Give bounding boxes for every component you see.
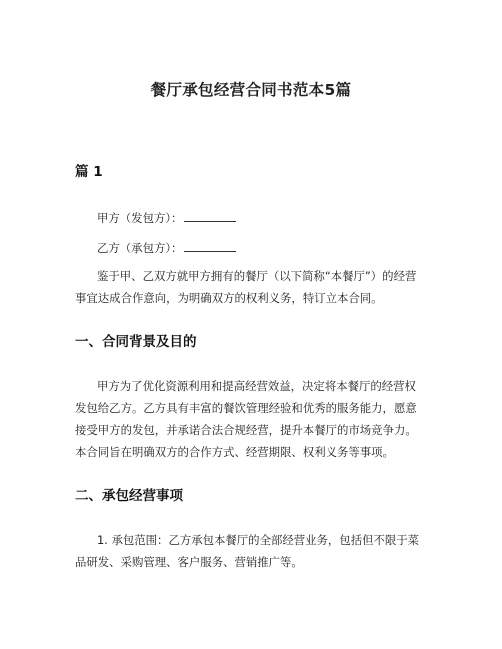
party-b-label: 乙方（承包方）：	[97, 241, 183, 255]
item-1-line: 1. 承包范围：乙方承包本餐厅的全部经营业务，包括但不限于菜	[97, 533, 420, 547]
section-label: 篇 1	[75, 164, 103, 180]
party-b-line	[97, 238, 453, 258]
heading-contract-items: 二、承包经营事项	[75, 488, 183, 504]
background-line: 甲方为了优化资源利用和提高经营效益，决定将本餐厅的经营权	[97, 379, 416, 393]
background-line: 发包给乙方。乙方具有丰富的餐饮管理经验和优秀的服务能力，愿意	[75, 401, 417, 415]
party-a-line	[97, 208, 453, 228]
party-a-blank	[184, 210, 236, 222]
heading-background: 一、合同背景及目的	[75, 334, 197, 350]
preamble-line: 事宜达成合作意向，为明确双方的权利义务，特订立本合同。	[75, 291, 383, 305]
background-line: 本合同旨在明确双方的合作方式、经营期限、权利义务等事项。	[75, 445, 394, 459]
item-1-line: 品研发、采购管理、客户服务、营销推广等。	[75, 555, 303, 569]
party-a-label: 甲方（发包方）：	[97, 211, 183, 225]
party-b-blank	[184, 240, 236, 252]
document-title: 餐厅承包经营合同书范本5篇	[150, 81, 352, 99]
preamble-line: 鉴于甲、乙双方就甲方拥有的餐厅（以下简称“本餐厅”）的经营	[97, 269, 417, 283]
background-line: 接受甲方的发包，并承诺合法合规经营，提升本餐厅的市场竞争力。	[75, 423, 417, 437]
